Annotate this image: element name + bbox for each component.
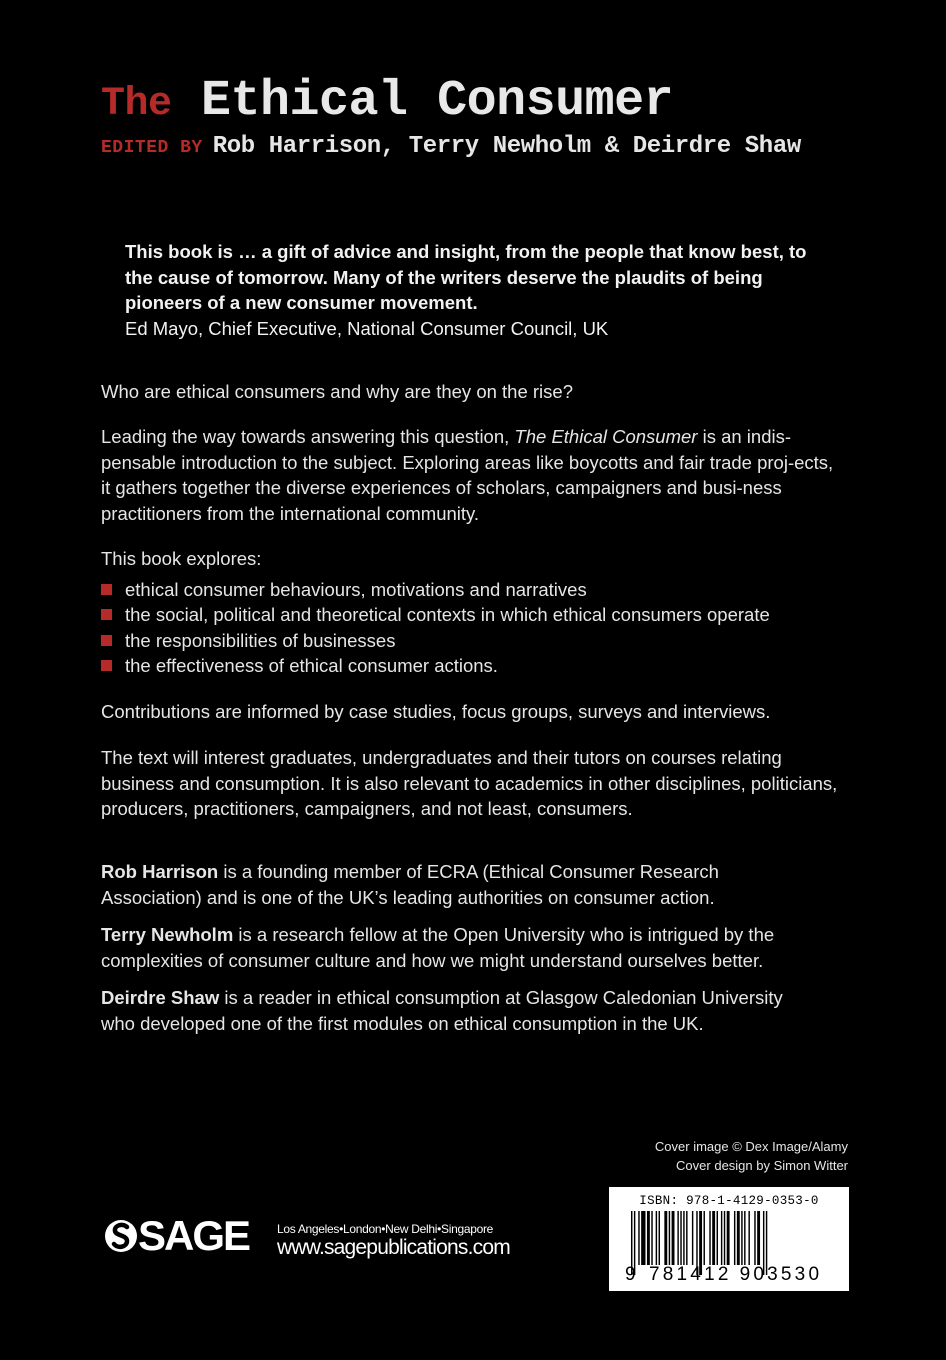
- barcode-bar: [664, 1211, 667, 1265]
- barcode-bar: [709, 1211, 710, 1265]
- barcode-bar: [683, 1211, 684, 1265]
- barcode-bar: [651, 1211, 652, 1265]
- edited-by-label: EDITED BY: [101, 138, 203, 158]
- blurb-intro: [101, 424, 841, 526]
- title-lead: The: [101, 82, 172, 127]
- audience-text: The text will interest graduates, undergraduates and their tutors on courses relating business and consumption. It is also relevant to academics in other disciplines, politicians, producers, practitioners, campaigners, and not least, consumers.: [101, 747, 838, 819]
- barcode-bar: [757, 1211, 760, 1265]
- publisher-logo: [104, 1214, 249, 1258]
- editors-line: [101, 132, 801, 163]
- barcode-bar: [677, 1211, 678, 1265]
- barcode-bar: [744, 1211, 745, 1265]
- question-text: Who are ethical consumers and why are they on the rise?: [101, 381, 573, 402]
- title-main: Ethical Consumer: [201, 73, 674, 130]
- endorsement-quote: [125, 239, 825, 341]
- bullet-square-icon: [101, 609, 112, 620]
- intro-book-title: The Ethical Consumer: [514, 426, 698, 447]
- author-description: is a reader in ethical consumption at Glasgow Caledonian University who developed one of the first modules on ethical consumption in the UK.: [101, 987, 783, 1034]
- barcode-bar: [647, 1211, 650, 1265]
- list-item: the responsibilities of businesses: [101, 628, 841, 654]
- quote-attribution: Ed Mayo, Chief Executive, National Consumer Council, UK: [125, 317, 609, 339]
- explores-section: [101, 546, 841, 679]
- barcode-bar: [734, 1211, 735, 1265]
- cover-image-credit: Cover image © Dex Image/Alamy: [654, 1139, 848, 1154]
- barcode-bar: [692, 1211, 693, 1265]
- barcode-bar: [638, 1211, 639, 1265]
- barcode-bar: [721, 1211, 722, 1265]
- publisher-url[interactable]: www.sagepublications.com: [277, 1236, 510, 1259]
- publisher-info: [277, 1222, 510, 1260]
- list-item: ethical consumer behaviours, motivations and narratives: [101, 577, 841, 603]
- quote-text: This book is … a gift of advice and insight, from the people that know best, to the cause of tomorrow. Many of the writers deserve the plaudits of being pioneers of a new consumer movement.: [125, 241, 807, 313]
- barcode-bar: [680, 1211, 681, 1265]
- author-bio: [101, 859, 781, 910]
- barcode-digit-first: 9: [625, 1264, 636, 1285]
- sage-logo-icon: [104, 1214, 138, 1258]
- barcode-bar: [672, 1211, 675, 1265]
- author-bio: [101, 922, 821, 973]
- list-item: the effectiveness of ethical consumer actions.: [101, 653, 841, 679]
- barcode-bar: [724, 1211, 725, 1265]
- barcode-bar: [741, 1211, 742, 1265]
- barcode-bar: [717, 1211, 718, 1265]
- intro-paragraph: [101, 424, 841, 526]
- isbn-label: ISBN: 978-1-4129-0353-0: [639, 1194, 819, 1208]
- blurb-question: [101, 379, 841, 405]
- barcode-digits-left: 781412: [649, 1264, 732, 1285]
- barcode-bar: [727, 1211, 730, 1265]
- contributions-text: Contributions are informed by case studies, focus groups, surveys and interviews.: [101, 701, 771, 722]
- barcode-bar: [712, 1211, 715, 1265]
- list-item: the social, political and theoretical contexts in which ethical consumers operate: [101, 602, 841, 628]
- barcode-bar: [669, 1211, 670, 1265]
- author-description: is a founding member of ECRA (Ethical Consumer Research Association) and is one of the UK’s leading authorities on consumer action.: [101, 861, 719, 908]
- publisher-name: SAGE: [138, 1212, 250, 1259]
- intro-after: is an indis-pensable introduction to the subject. Exploring areas like boycotts and fair trade proj-ects, it gathers together the diverse experiences of scholars, campaigners and busi-ness practitioners from the international community.: [101, 426, 834, 524]
- editor-names: Rob Harrison, Terry Newholm & Deirdre Shaw: [212, 133, 801, 160]
- cover-credits: [655, 1137, 848, 1175]
- bullet-square-icon: [101, 635, 112, 646]
- barcode-bar: [754, 1211, 755, 1265]
- isbn-barcode-box: [609, 1187, 849, 1291]
- audience-section: [101, 745, 841, 822]
- bullet-square-icon: [101, 660, 112, 671]
- bullet-square-icon: [101, 584, 112, 595]
- barcode-bar: [656, 1211, 657, 1265]
- publisher-cities: Los Angeles•London•New Delhi•Singapore: [277, 1222, 494, 1236]
- barcode-bar: [641, 1211, 645, 1265]
- author-name: Rob Harrison: [101, 861, 219, 882]
- author-name: Terry Newholm: [101, 924, 234, 945]
- explores-heading: This book explores:: [101, 548, 262, 569]
- explores-list: [101, 577, 841, 679]
- barcode-bar: [737, 1211, 740, 1265]
- contributions-section: [101, 699, 841, 725]
- author-name: Deirdre Shaw: [101, 987, 220, 1008]
- barcode-bar: [686, 1211, 687, 1265]
- cover-design-credit: Cover design by Simon Witter: [676, 1158, 848, 1173]
- barcode-digits-right: 903530: [739, 1264, 823, 1285]
- barcode-bar: [748, 1211, 749, 1265]
- barcode-bar: [659, 1211, 660, 1265]
- intro-before: Leading the way towards answering this question,: [101, 426, 515, 447]
- barcode-digits: [625, 1264, 837, 1286]
- author-description: is a research fellow at the Open University who is intrigued by the complexities of consumer culture and how we might understand ourselves better.: [101, 924, 775, 971]
- book-title: [101, 70, 673, 137]
- author-bio: [101, 985, 821, 1036]
- barcode-bar: [704, 1211, 705, 1265]
